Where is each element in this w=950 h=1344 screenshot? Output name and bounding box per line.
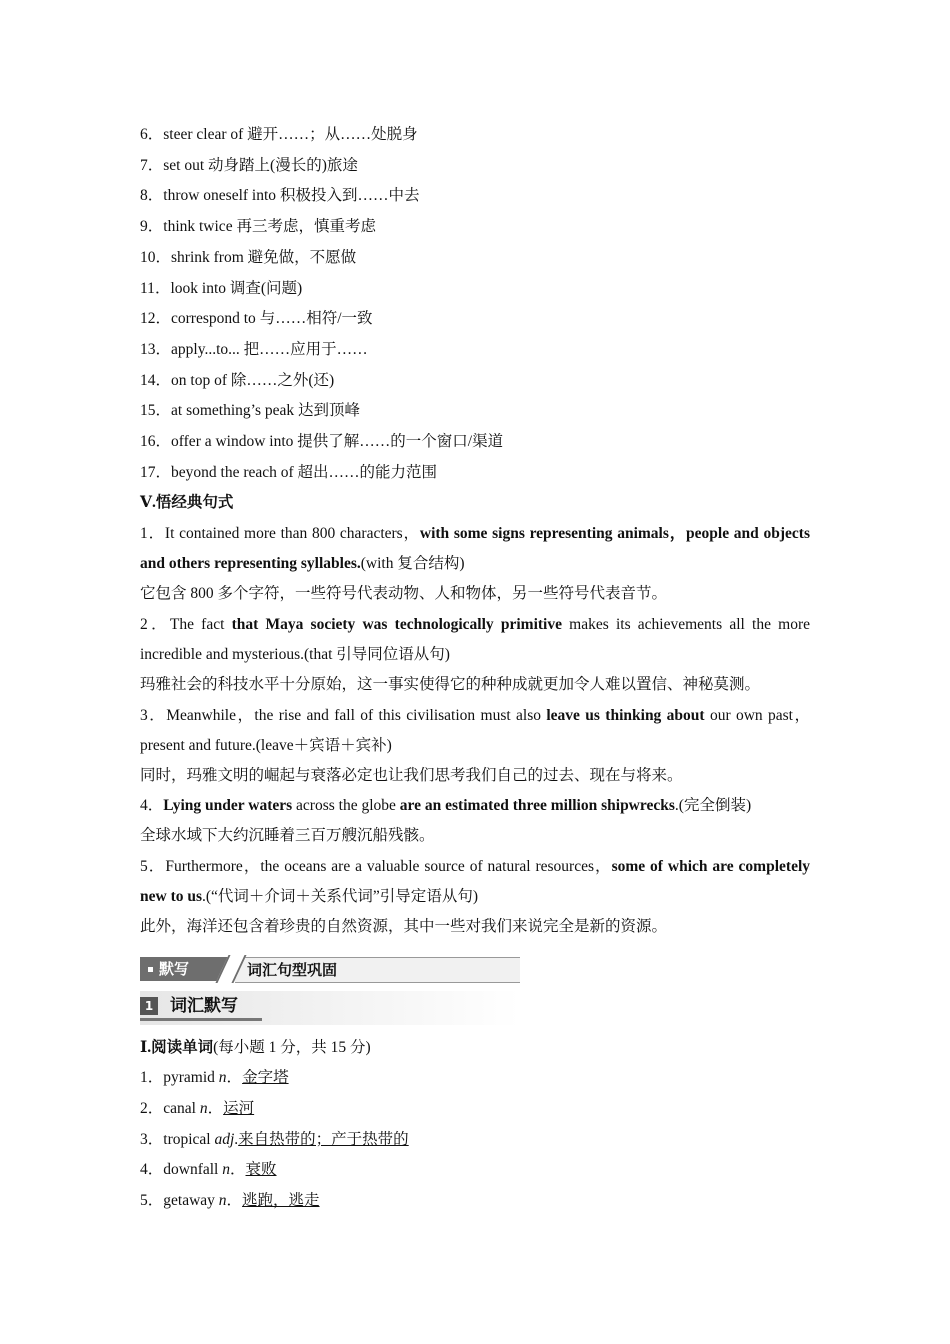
phrase-item: 13．apply...to... 把……应用于…… (140, 340, 368, 358)
phrase-item: 16．offer a window into 提供了解……的一个窗口/渠道 (140, 433, 504, 451)
vocab-item: 1．pyramid n．金字塔 (140, 1069, 289, 1087)
sentence-2: 2．The fact that Maya society was technologically primitive makes its achievements all the more incredible and mysterious.(that 引导同位语从句) (140, 615, 810, 663)
sub-banner-underline (140, 1018, 262, 1021)
answer: 运河 (223, 1100, 255, 1118)
sentence-1-translation: 它包含 800 多个字符，一些符号代表动物、人和物体，另一些符号代表音节。 (140, 585, 668, 603)
phrase-item: 17．beyond the reach of 超出……的能力范围 (140, 463, 438, 481)
sentence-4-translation: 全球水域下大约沉睡着三百万艘沉船残骸。 (140, 827, 435, 845)
phrase-item: 10．shrink from 避免做，不愿做 (140, 248, 357, 266)
answer: 来自热带的；产于热带的 (238, 1130, 409, 1148)
sentence-2-translation: 玛雅社会的科技水平十分原始，这一事实使得它的种种成就更加令人难以置信、神秘莫测。 (140, 675, 761, 693)
phrase-item: 11．look into 调查(问题) (140, 279, 303, 297)
sentence-1: 1．It contained more than 800 characters，with some signs representing animals，people and objects and others representing syllables.(with 复合结构) (140, 525, 810, 573)
sentence-5: 5．Furthermore，the oceans are a valuable source of natural resources，some of which are completely new to us.(“代词＋介词＋关系代词”引导定语从句) (140, 857, 811, 905)
phrase-item: 7．set out 动身踏上(漫长的)旅途 (140, 156, 358, 174)
sentence-3-translation: 同时，玛雅文明的崛起与衰落必定也让我们思考我们自己的过去、现在与将来。 (140, 766, 683, 784)
answer: 逃跑，逃走 (242, 1192, 320, 1210)
sub-banner-title: 词汇默写 (170, 995, 238, 1016)
banner-label: 默写 (140, 957, 228, 981)
sentence-4: 4．Lying under waters across the globe are an estimated three million shipwrecks.(完全倒装) (140, 797, 752, 815)
document-page (140, 120, 810, 1217)
reading-words-heading: Ⅰ.阅读单词(每小题 1 分，共 15 分) (140, 1038, 371, 1056)
section-number-badge: 1 (140, 997, 158, 1015)
vocab-item: 3．tropical adj.来自热带的；产于热带的 (140, 1130, 409, 1148)
phrase-item: 12．correspond to 与……相符/一致 (140, 310, 373, 328)
phrase-item: 15．at something’s peak 达到顶峰 (140, 402, 361, 420)
sentence-5-translation: 此外，海洋还包含着珍贵的自然资源，其中一些对我们来说完全是新的资源。 (140, 917, 668, 935)
vocab-item: 2．canal n．运河 (140, 1100, 255, 1118)
phrase-item: 9．think twice 再三考虑，慎重考虑 (140, 218, 376, 236)
vocab-item: 4．downfall n．衰败 (140, 1161, 277, 1179)
phrase-list (140, 120, 810, 488)
section-banner (140, 955, 520, 985)
phrase-item: 8．throw oneself into 积极投入到……中去 (140, 187, 420, 205)
sub-banner (140, 991, 520, 1025)
phrase-item: 14．on top of 除……之外(还) (140, 371, 335, 389)
square-bullet-icon (148, 967, 153, 972)
phrase-item: 6．steer clear of 避开……；从……处脱身 (140, 126, 418, 143)
sentence-3: 3．Meanwhile，the rise and fall of this civilisation must also leave us thinking about our own past，present and future.(leave＋宾语＋宾补) (140, 706, 810, 754)
vocab-list (140, 1063, 810, 1217)
section-heading-sentences: Ⅴ.悟经典句式 (140, 494, 234, 512)
vocab-item: 5．getaway n．逃跑，逃走 (140, 1192, 320, 1210)
answer: 金字塔 (242, 1069, 289, 1087)
banner-title: 词汇句型巩固 (235, 957, 520, 983)
answer: 衰败 (245, 1161, 277, 1179)
